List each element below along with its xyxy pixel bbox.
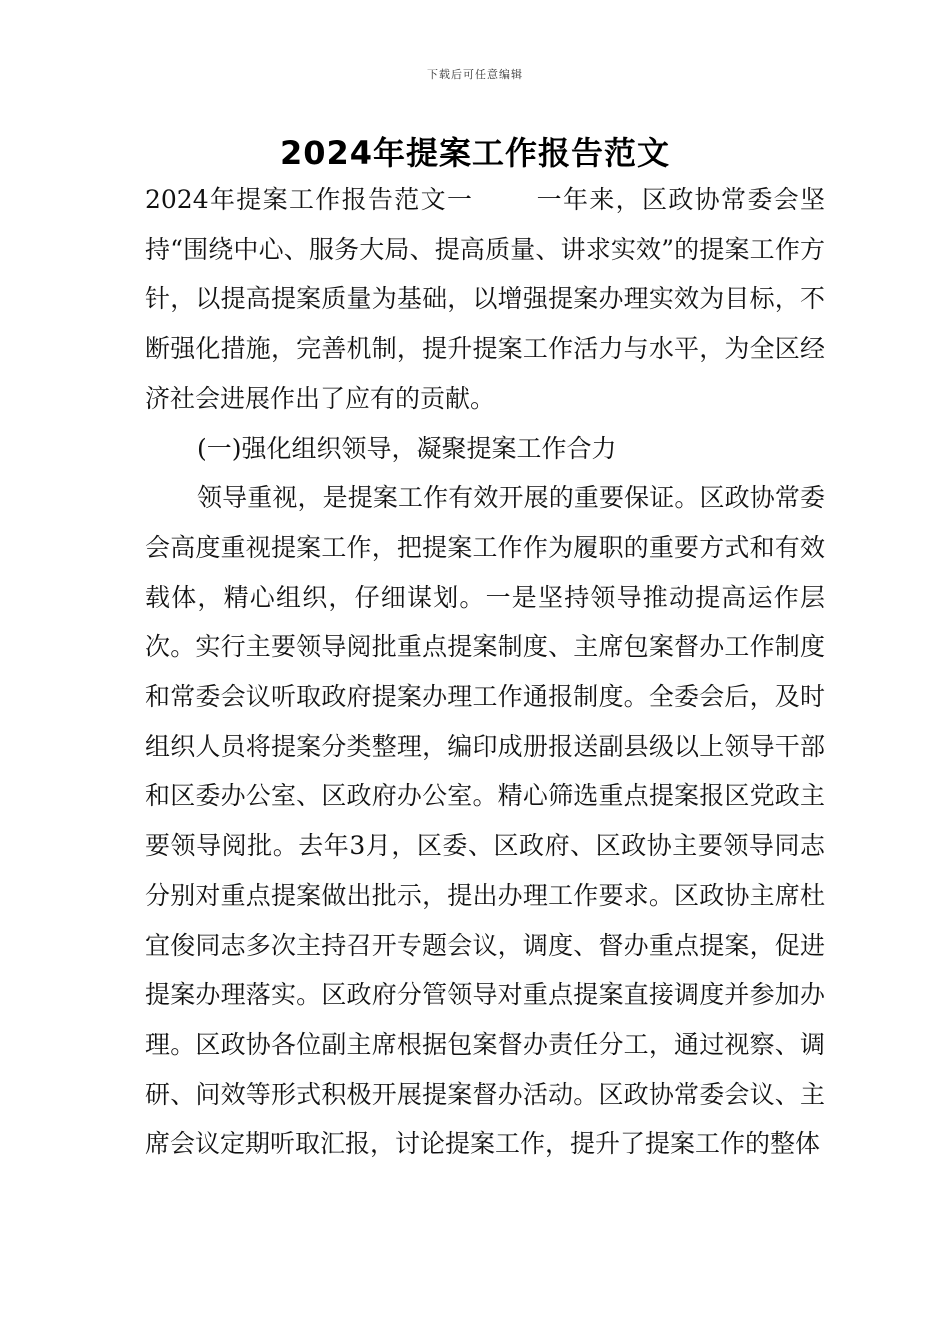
header-note: 下载后可任意编辑 bbox=[427, 68, 523, 81]
intro-paragraph bbox=[145, 175, 825, 424]
body-paragraph-1: 领导重视，是提案工作有效开展的重要保证。区政协常委会高度重视提案工作，把提案工作作为履职的重要方式和有效载体，精心组织，仔细谋划。一是坚持领导推动提高运作层次。实行主要领导阅批重点提案制度、主席包案督办工作制度和常委会议听取政府提案办理工作通报制度。全委会后，及时组织人员将提案分类整理，编印成册报送副县级以上领导干部和区委办公室、区政府办公室。精心筛选重点提案报区党政主要领导阅批。去年3月，区委、区政府、区政协主要领导同志分别对重点提案做出批示，提出办理工作要求。区政协主席杜宜俊同志多次主持召开专题会议，调度、督办重点提案，促进提案办理落实。区政府分管领导对重点提案直接调度并参加办理。区政协各位副主席根据包案督办责任分工，通过视察、调研、问效等形式积极开展提案督办活动。区政协常委会议、主席会议定期听取汇报，讨论提案工作，提升了提案工作的整体 bbox=[145, 483, 825, 1159]
document-body bbox=[145, 175, 825, 1169]
intro-label: 2024年提案工作报告范文一 bbox=[145, 185, 474, 214]
section-heading: (一)强化组织领导，凝聚提案工作合力 bbox=[197, 433, 617, 463]
document-title: 2024年提案工作报告范文 bbox=[279, 134, 671, 172]
intro-text: 一年来，区政协常委会坚持“围绕中心、服务大局、提高质量、讲求实效”的提案工作方针，以提高提案质量为基础，以增强提案办理实效为目标，不断强化措施，完善机制，提升提案工作活力与水平，为全区经济社会进展作出了应有的贡献。 bbox=[145, 185, 825, 413]
